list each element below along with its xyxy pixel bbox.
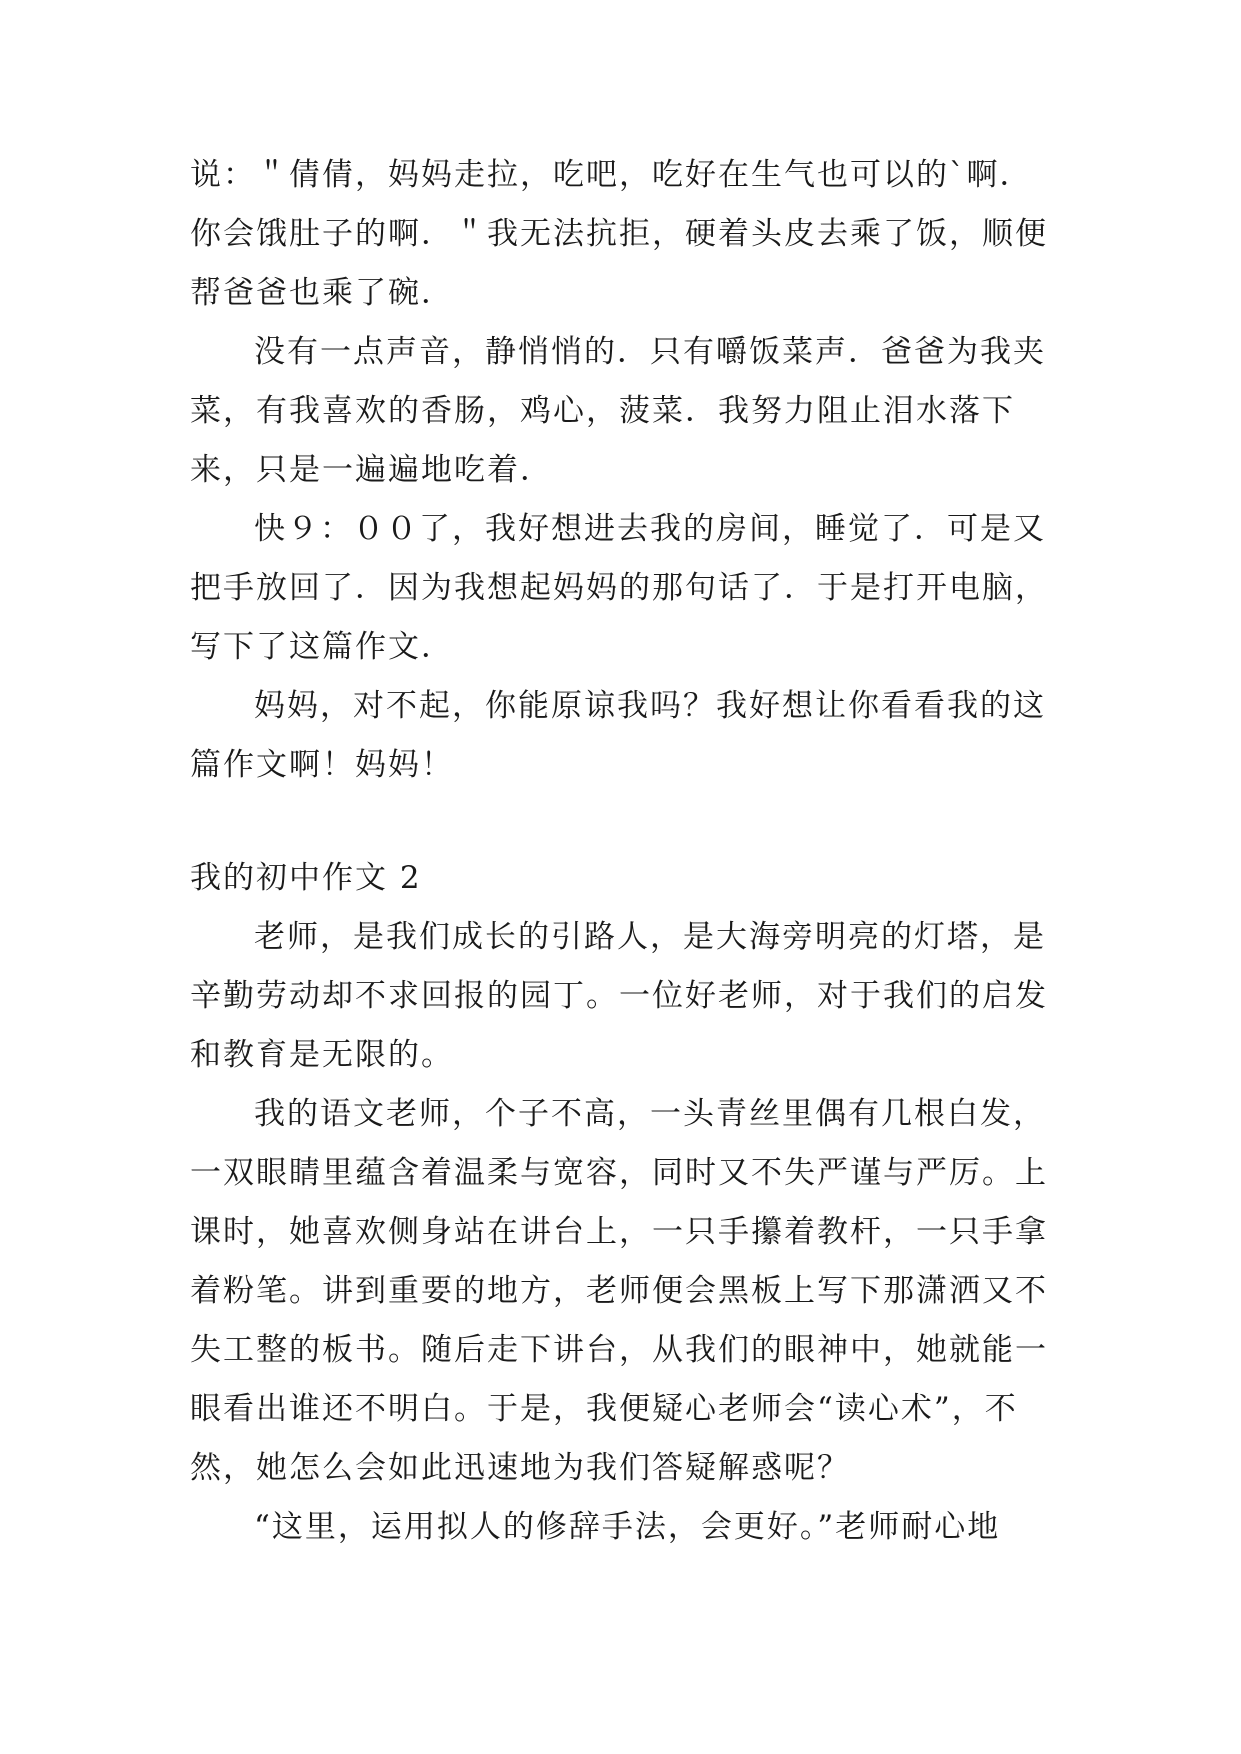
section-title: 我的初中作文 2 [190,860,422,896]
paragraph: “这里，运用拟人的修辞手法，会更好。”老师耐心地 [254,1509,1001,1545]
paragraph: 妈妈，对不起，你能原谅我吗？我好想让你看看我的这篇作文啊！妈妈！ [190,688,1046,783]
paragraph: 我的语文老师，个子不高，一头青丝里偶有几根白发，一双眼睛里蕴含着温柔与宽容，同时又不失严谨与严厉。上课时，她喜欢侧身站在讲台上，一只手攥着教杆，一只手拿着粉笔。讲到重要的地方，老师便会黑板上写下那潇洒又不失工整的板书。随后走下讲台，从我们的眼神中，她就能一眼看出谁还不明白。于是，我便疑心老师会“读心术”，不然，她怎么会如此迅速地为我们答疑解惑呢？ [190,1096,1048,1486]
paragraph: 没有一点声音，静悄悄的．只有嚼饭菜声．爸爸为我夹菜，有我喜欢的香肠，鸡心，菠菜．我努力阻止泪水落下来，只是一遍遍地吃着． [190,334,1046,488]
paragraph: 快９：００了，我好想进去我的房间，睡觉了．可是又把手放回了．因为我想起妈妈的那句话了．于是打开电脑，写下了这篇作文． [190,511,1048,665]
paragraph: 老师，是我们成长的引路人，是大海旁明亮的灯塔，是辛勤劳动却不求回报的园丁。一位好老师，对于我们的启发和教育是无限的。 [190,919,1048,1073]
paragraph: 说：＂倩倩，妈妈走拉，吃吧，吃好在生气也可以的`啊．你会饿肚子的啊．＂我无法抗拒，硬着头皮去乘了饭，顺便帮爸爸也乘了碗． [190,157,1048,311]
